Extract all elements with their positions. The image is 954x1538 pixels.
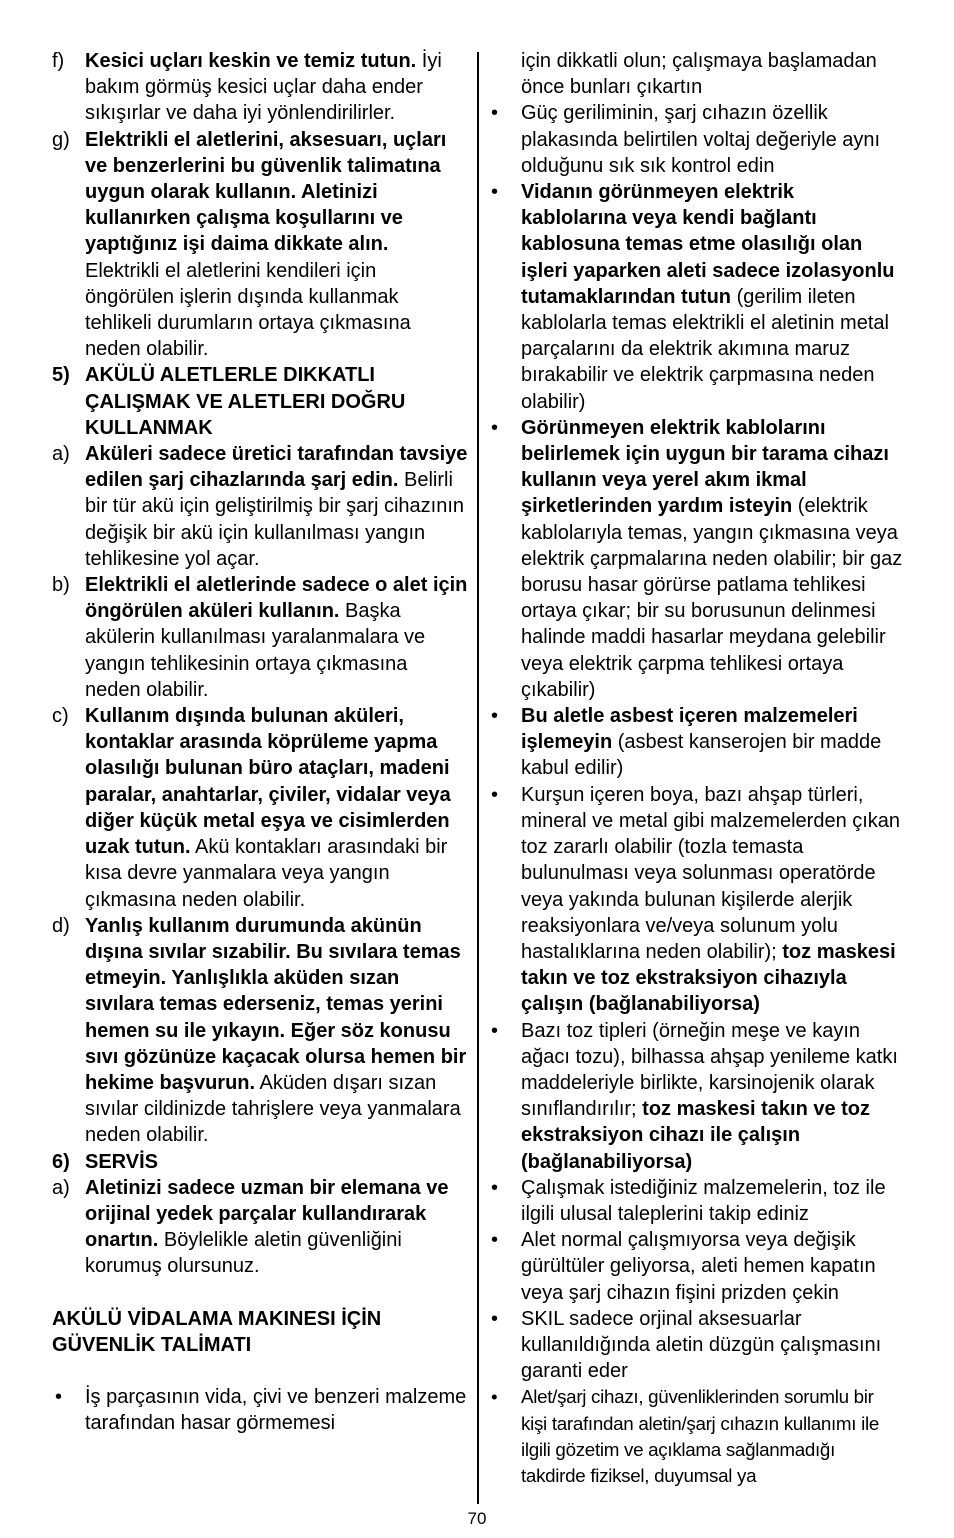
- section-title: SERVİS: [85, 1150, 158, 1173]
- item-marker: b): [52, 574, 70, 597]
- section-number: 6): [52, 1150, 70, 1173]
- bullet-text: Çalışmak istediğiniz malzemelerin, toz ile ilgili ulusal taleplerini takip ediniz: [521, 1176, 886, 1225]
- bullet-text: Alet/şarj cihazı, güvenliklerinden sorumlu bir kişi tarafından aletin/şarj cıhazın kullanımı ile ilgili gözetim ve açıklama sağlanmadığı takdirde fiziksel, duyumsal ya: [521, 1386, 879, 1486]
- instruction-f: [52, 48, 468, 127]
- bullet-bold-text: Bu aletle asbest içeren malzemeleri işlemeyin: [521, 705, 858, 754]
- section-number: 5): [52, 364, 70, 387]
- bullet-text: Bazı toz tipleri (örneğin meşe ve kayın ağacı tozu), bilhassa ahşap yenileme katkı maddeleriyle birlikte, karsinojenik olarak sınıflandırılır;: [521, 1019, 898, 1121]
- instruction-text: İyi bakım görmüş kesici uçlar daha ender sıkışırlar ve daha iyi yönlendirilirler.: [85, 50, 442, 125]
- instruction-5c: [52, 703, 468, 913]
- bullet-icon: •: [491, 416, 499, 439]
- bullet-item: [488, 100, 904, 179]
- bullet-text: İş parçasının vida, çivi ve benzeri malzeme tarafından hasar görmemesi: [85, 1385, 467, 1435]
- bullet-icon: •: [491, 1307, 499, 1330]
- bullet-bold-text: Görünmeyen elektrik kablolarını belirlemek için uygun bir tarama cihazı kullanın veya yerel akım ikmal şirketlerinden yardım isteyin: [521, 416, 889, 518]
- instruction-text: Belirli bir tür akü için geliştirilmiş bir şarj cihazının değişik bir akü için kullanılması yangın tehlikesine yol açar.: [85, 469, 465, 570]
- instruction-5a: [52, 441, 468, 572]
- bullet-icon: •: [491, 1386, 498, 1408]
- section-6-heading: [52, 1149, 468, 1175]
- bullet-bold-text: toz maskesi takın ve toz ekstraksiyon cihazıyla çalışın (bağlanabiliyorsa): [521, 940, 896, 1016]
- item-marker: f): [52, 50, 65, 72]
- bullet-icon: •: [55, 1385, 63, 1408]
- instruction-text: Başka akülerin kullanılması yaralanmalara ve yangın tehlikesinin ortaya çıkmasına neden olabilir.: [85, 600, 426, 701]
- bullet-item: [488, 703, 904, 782]
- section-title: AKÜLÜ ALETLERLE DIKKATLI ÇALIŞMAK VE ALETLERI DOĞRU KULLANMAK: [85, 364, 406, 439]
- bullet-icon: •: [491, 1176, 499, 1199]
- bullet-item: [52, 1384, 468, 1436]
- bullet-bold-text: Vidanın görünmeyen elektrik kablolarına veya kendi bağlantı kablosuna temas etme olasılığı olan işleri yaparken aleti sadece izolasyonlu tutamaklarından tutun: [521, 181, 895, 308]
- instruction-g: [52, 127, 468, 363]
- instruction-5b: [52, 572, 468, 703]
- instruction-text: Aküden dışarı sızan sıvılar cildinizde tahrişlere veya yanmalara neden olabilir.: [85, 1071, 461, 1147]
- bullet-item: [488, 179, 904, 415]
- section-5-heading: [52, 362, 468, 441]
- instruction-6a: [52, 1175, 468, 1280]
- item-marker: a): [52, 1176, 70, 1199]
- instruction-text: Böylelikle aletin güvenliğini korumuş olursunuz.: [85, 1229, 402, 1278]
- bullet-item: [488, 782, 904, 1018]
- right-column: [488, 48, 904, 1489]
- bullet-text: (elektrik kablolarıyla temas, yangın çıkmasına veya elektrik çarpmalarına neden olabilir; bir gaz borusu hasar görürse patlama tehlikesi ortaya çıkar; bir su borusunun delinmesi halinde maddi hasarlar meydana gelebilir veya elektrik çarpma tehlikesi ortaya çıkabilir): [521, 495, 903, 701]
- bullet-icon: •: [491, 102, 499, 125]
- item-marker: c): [52, 705, 69, 728]
- bullet-icon: •: [491, 181, 499, 204]
- bullet-text: Güç geriliminin, şarj cıhazın özellik plakasında belirtilen voltaj değeriyle aynı olduğunu sık sık kontrol edin: [521, 102, 881, 177]
- safety-heading: AKÜLÜ VİDALAMA MAKINESI İÇİN GÜVENLİK TALİMATI: [52, 1307, 382, 1356]
- bullet-text: Alet normal çalışmıyorsa veya değişik gürültüler geliyorsa, aleti hemen kapatın veya şarj cihazın fişini prizden çekin: [521, 1229, 876, 1304]
- column-divider: [477, 52, 479, 1504]
- left-column: [52, 48, 468, 1436]
- instruction-bold-text: Kullanım dışında bulunan aküleri, kontaklar arasında köprüleme yapma olasılığı bulunan büro ataçları, madeni paralar, anahtarlar, çiviler, vidalar veya diğer küçük metal eşya ve cisimlerden uzak tutun.: [85, 705, 451, 859]
- item-marker: g): [52, 128, 70, 151]
- instruction-5d: [52, 913, 468, 1149]
- bullet-icon: •: [491, 1229, 499, 1252]
- bullet-item: [488, 1306, 904, 1385]
- bullet-icon: •: [491, 1019, 499, 1042]
- instruction-bold-text: Yanlış kullanım durumunda akünün dışına sıvılar sızabilir. Bu sıvılara temas etmeyin. Yanlışlıkla aküden sızan sıvılara temas ederseniz, temas yerini hemen su ile yıkayın. Eğer söz konusu sıvı gözünüze kaçacak olursa hemen bir hekime başvurun.: [85, 914, 467, 1094]
- item-marker: a): [52, 443, 70, 466]
- instruction-bold-text: Aküleri sadece üretici tarafından tavsiye edilen şarj cihazlarında şarj edin.: [85, 443, 468, 492]
- bullet-bold-text: toz maskesi takın ve toz ekstraksiyon cihazı ile çalışın (bağlanabiliyorsa): [521, 1098, 871, 1173]
- bullet-icon: •: [491, 705, 499, 728]
- bullet-item: [488, 415, 904, 703]
- bullet-text: SKIL sadece orjinal aksesuarlar kullanıldığında aletin düzgün çalışmasını garanti eder: [521, 1307, 882, 1383]
- instruction-bold-text: Aletinizi sadece uzman bir elemana ve orijinal yedek parçalar kullandırarak onartın.: [85, 1176, 449, 1252]
- page-number: 70: [467, 1509, 487, 1528]
- bullet-text: (gerilim ileten kablolarla temas elektrikli el aletinin metal parçalarını da elektrik akımına maruz bırakabilir ve elektrik çarpmasına neden olabilir): [521, 285, 889, 413]
- instruction-bold-text: Elektrikli el aletlerini, aksesuarı, uçları ve benzerlerini bu güvenlik talimatına uygun olarak kullanın. Aletinizi kullanırken çalışma koşullarını ve yaptığınız işi daima dikkate alın.: [85, 128, 447, 256]
- bullet-item: [488, 1018, 904, 1175]
- instruction-bold-text: Kesici uçları keskin ve temiz tutun.: [85, 50, 417, 72]
- instruction-text: Elektrikli el aletlerini kendileri için öngörülen işlerin dışında kullanmak tehlikeli durumların ortaya çıkmasına neden olabilir.: [85, 259, 411, 361]
- bullet-item: [488, 1384, 904, 1489]
- instruction-bold-text: Elektrikli el aletlerinde sadece o alet için öngörülen aküleri kullanın.: [85, 574, 468, 623]
- instruction-text: Akü kontakları arasındaki bir kısa devre yanmalara veya yangın çıkmasına neden olabilir.: [85, 836, 448, 911]
- bullet-icon: •: [491, 783, 499, 806]
- continued-text: için dikkatli olun; çalışmaya başlamadan önce bunları çıkartın: [521, 50, 877, 99]
- bullet-text: Kurşun içeren boya, bazı ahşap türleri, mineral ve metal gibi malzemelerden çıkan toz zararlı olabilir (tozla temasta bulunulması veya solunması operatörde veya yakında bulunan kişilerde alerjik reaksiyonlara ve/veya solunum yolu hastalıklarına neden olabilir);: [521, 783, 901, 963]
- bullet-text: (asbest kanserojen bir madde kabul edilir): [521, 731, 882, 780]
- bullet-item: [488, 1175, 904, 1227]
- item-marker: d): [52, 914, 70, 937]
- bullet-item: [488, 1227, 904, 1306]
